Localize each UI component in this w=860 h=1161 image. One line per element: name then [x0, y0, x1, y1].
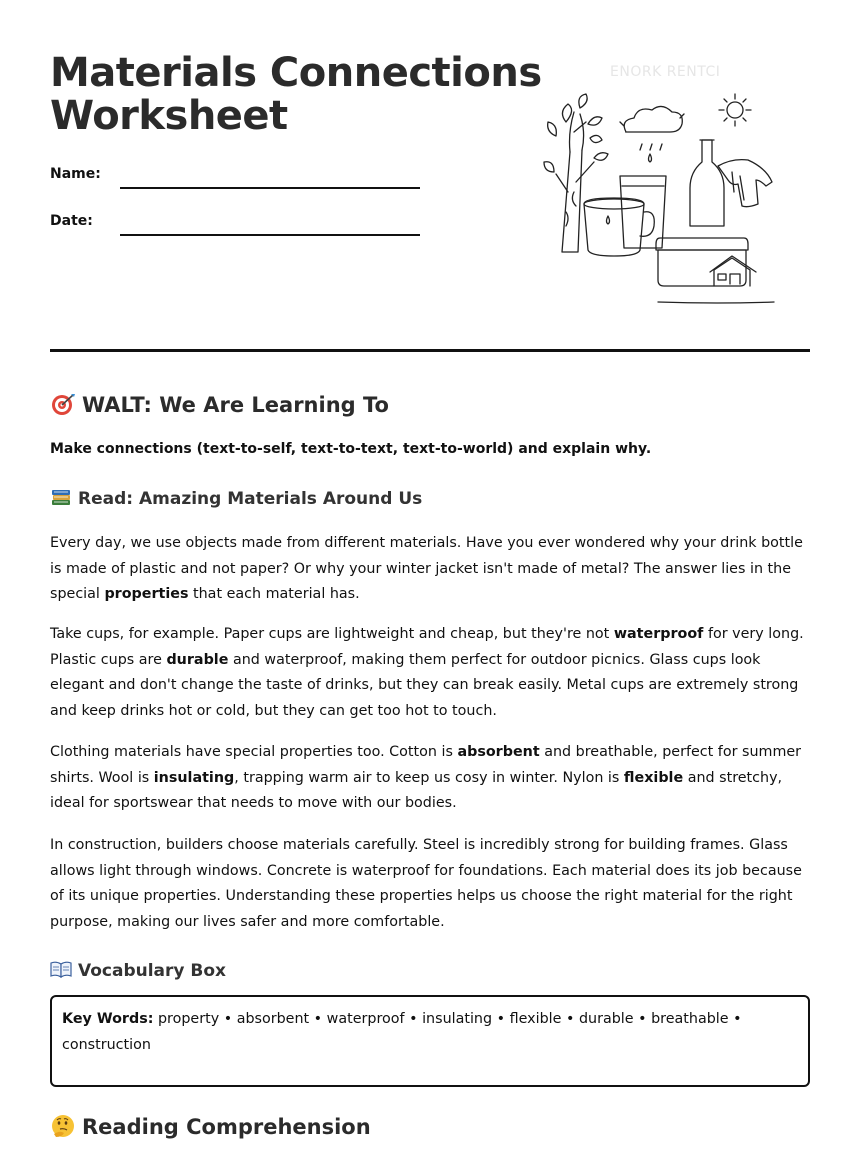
key-words-label: Key Words:	[62, 1011, 154, 1027]
walt-heading	[50, 392, 389, 417]
title-line-2: Worksheet	[50, 93, 288, 139]
tree-icon	[544, 94, 608, 252]
title-line-1: Materials Connections	[50, 50, 542, 96]
keyword-waterproof: waterproof	[613, 626, 704, 642]
keyword-properties: properties	[104, 586, 189, 602]
keyword-absorbent: absorbent	[457, 744, 540, 760]
header-divider	[50, 349, 810, 352]
paragraph-1: Every day, we use objects made from different materials. Have you ever wondered why your drink bottle is made of plastic and not paper? Or why your winter jacket isn't made of metal? The answer lies in the special properties that each material has.	[50, 535, 803, 602]
name-label: Name:	[50, 166, 101, 182]
comprehension-heading	[50, 1114, 371, 1139]
keyword-flexible: flexible	[623, 769, 684, 786]
vocabulary-box	[50, 995, 810, 1087]
dart-target-icon	[50, 392, 76, 416]
rain-cloud-icon	[620, 106, 684, 162]
cloth-icon	[718, 160, 772, 207]
vocab-heading	[50, 959, 226, 981]
name-field[interactable]	[120, 187, 420, 189]
books-icon	[50, 487, 72, 507]
page-title	[50, 52, 542, 138]
bottle-icon	[690, 140, 724, 226]
paragraph-3: Clothing materials have special properties too. Cotton is absorbent and breathable, perfect for summer shirts. Wool is insulating, trapping warm air to keep us cosy in winter. Nylon is flexible and stretchy, ideal for sportswear that needs to move with our bodies.	[50, 744, 802, 811]
keyword-insulating: insulating	[153, 769, 235, 786]
read-heading-text: Read: Amazing Materials Around Us	[78, 489, 423, 509]
paragraph-4: In construction, builders choose materials carefully. Steel is incredibly strong for building frames. Glass allows light through windows. Concrete is waterproof for foundations. Each material does its job because of its unique properties. Understanding these properties helps us choose the right material for the right purpose, making our lives safer and more comfortable.	[50, 837, 802, 930]
learning-objective: Make connections (text-to-self, text-to-text, text-to-world) and explain why.	[50, 441, 652, 457]
container-icon	[656, 238, 748, 286]
date-label: Date:	[50, 213, 93, 229]
open-book-icon	[50, 959, 72, 979]
keyword-durable: durable	[166, 651, 229, 668]
mug-icon	[584, 198, 654, 256]
thinking-face-icon	[50, 1114, 76, 1138]
date-field[interactable]	[120, 234, 420, 236]
paragraph-2: Take cups, for example. Paper cups are lightweight and cheap, but they're not waterproof for very long. Plastic cups are durable and waterproof, making them perfect for outdoor picnics. Glass cups look elegant and don't change the taste of drinks, but they can break easily. Metal cups are extremely strong and keep drinks hot or cold, but they can get too hot to touch.	[50, 626, 804, 719]
read-heading	[50, 487, 422, 509]
sun-icon	[719, 94, 751, 126]
key-words-list: property • absorbent • waterproof • insulating • flexible • durable • breathable • construction	[62, 1011, 742, 1053]
watermark: ENORK RENTCI	[610, 64, 721, 80]
comprehension-heading-text: Reading Comprehension	[82, 1115, 371, 1139]
walt-heading-text: WALT: We Are Learning To	[82, 393, 389, 417]
materials-illustration	[540, 92, 790, 307]
vocab-heading-text: Vocabulary Box	[78, 961, 227, 981]
house-icon	[658, 256, 774, 303]
